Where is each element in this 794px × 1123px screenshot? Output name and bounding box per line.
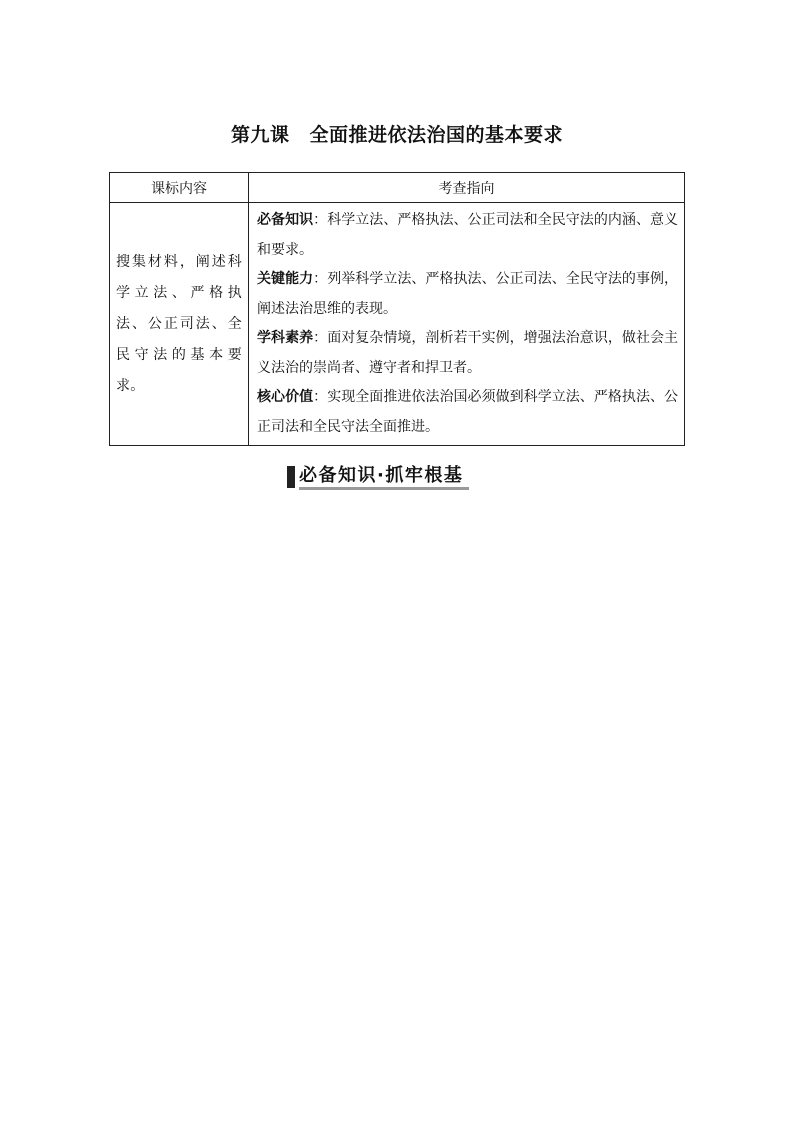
requirement-essential-knowledge	[257, 206, 678, 265]
requirement-text: 面对复杂情境，剖析若干实例，增强法治意识，做社会主义法治的崇尚者、遵守者和捍卫者。	[257, 330, 679, 376]
requirement-text: 科学立法、严格执法、公正司法和全民守法的内涵、意义和要求。	[257, 212, 679, 258]
requirement-tag: 核心价值	[257, 389, 314, 405]
header-assessment-focus: 考查指向	[249, 173, 685, 203]
requirement-subject-literacy	[257, 324, 678, 383]
section-banner-title: 必备知识·抓牢根基	[299, 465, 469, 490]
table-row	[110, 203, 685, 446]
requirement-tag: 必备知识	[257, 212, 314, 228]
requirement-separator: ：	[313, 271, 328, 287]
requirement-core-value	[257, 383, 678, 442]
section-banner	[287, 465, 469, 489]
assessment-focus-cell	[249, 203, 685, 446]
requirement-text: 实现全面推进依法治国必须做到科学立法、严格执法、公正司法和全民守法全面推进。	[257, 389, 679, 435]
header-standard-content: 课标内容	[110, 173, 249, 203]
requirement-tag: 关键能力	[257, 271, 314, 287]
table-header-row	[110, 173, 685, 203]
lesson-number: 第九课	[230, 124, 290, 146]
requirement-separator: ：	[313, 389, 328, 405]
banner-bar-icon	[287, 466, 295, 488]
requirement-separator: ：	[313, 330, 328, 346]
lesson-title	[0, 120, 794, 147]
requirement-separator: ：	[313, 212, 328, 228]
curriculum-table	[109, 172, 685, 446]
requirement-tag: 学科素养	[257, 330, 314, 346]
lesson-name: 全面推进依法治国的基本要求	[309, 124, 564, 146]
standard-content-cell: 搜集材料，阐述科学立法、严格执法、公正司法、全民守法的基本要求。	[110, 203, 249, 446]
requirement-text: 列举科学立法、严格执法、公正司法、全民守法的事例，阐述法治思维的表现。	[257, 271, 679, 317]
requirement-key-ability	[257, 265, 678, 324]
